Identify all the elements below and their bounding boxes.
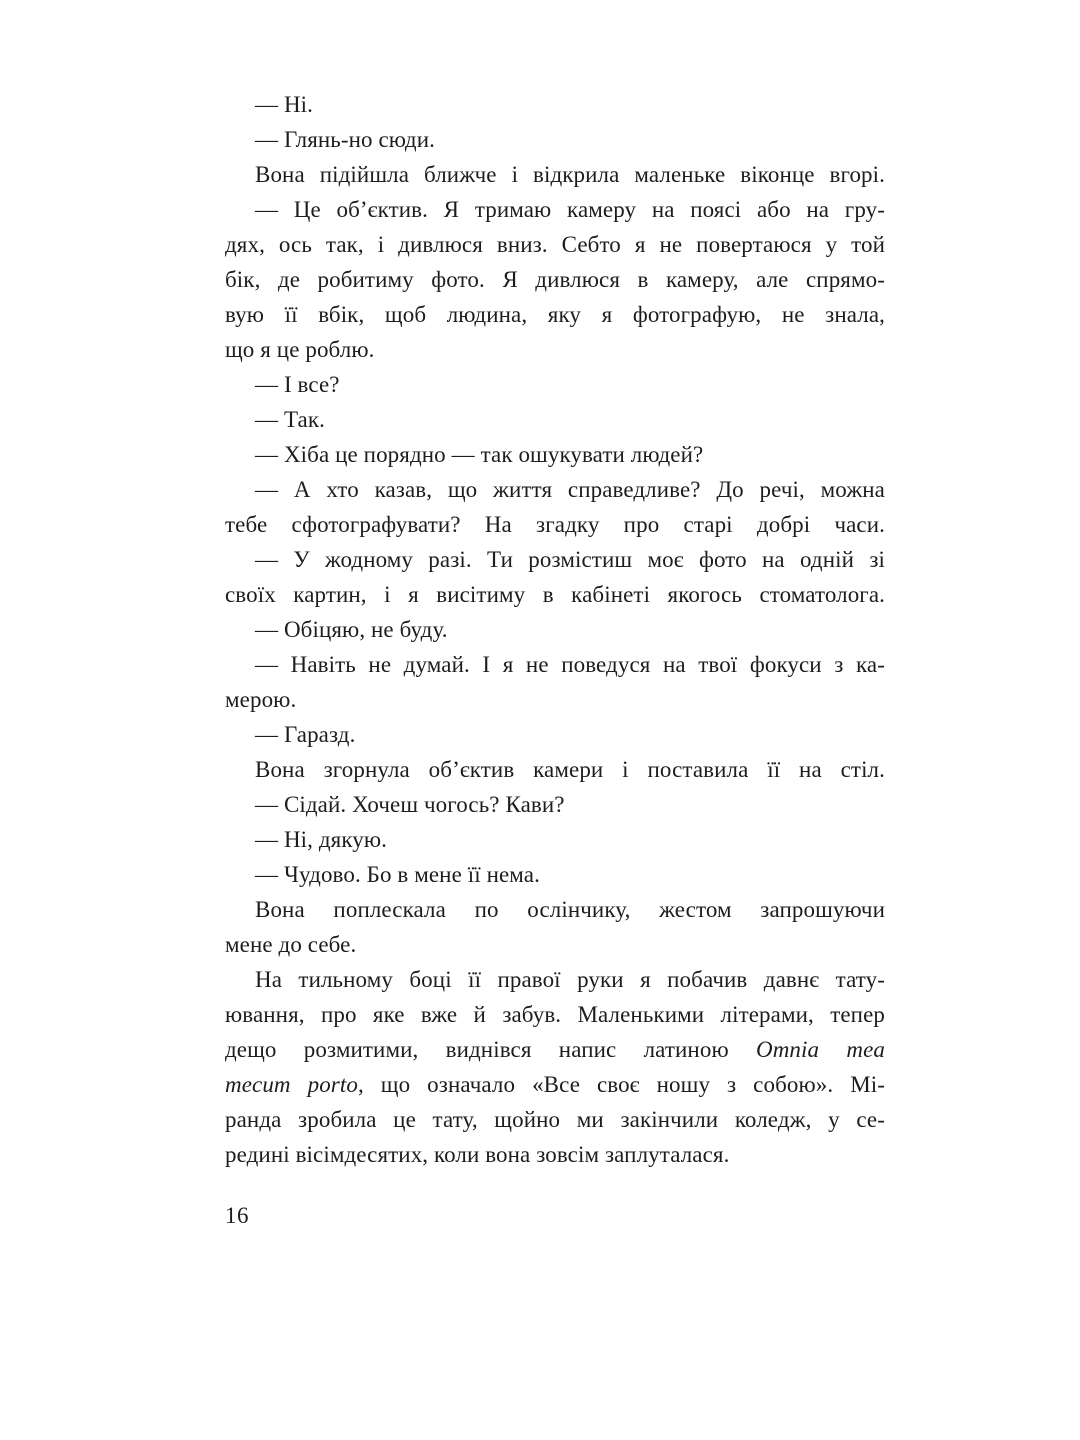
text-line [225, 297, 885, 332]
text-run: На тильному боці її правої руки я побачив давнє тату- [255, 967, 885, 992]
text-line [225, 472, 885, 507]
text-line [225, 752, 885, 787]
text-line [225, 192, 885, 227]
text-run: мерою. [225, 687, 297, 712]
text-line [225, 612, 885, 647]
text-run: ранда зробила це тату, щойно ми закінчили коледж, у се- [225, 1107, 885, 1132]
text-run: Вона підійшла ближче і відкрила маленьке віконце вгорі. [255, 162, 885, 187]
latin-phrase-italic: mecum porto [225, 1072, 358, 1097]
text-run: бік, де робитиму фото. Я дивлюся в камеру, але спрямо- [225, 267, 885, 292]
text-run: Вона поплескала по ослінчику, жестом запрошуючи [255, 897, 885, 922]
text-line [225, 262, 885, 297]
text-run: — А хто казав, що життя справедливе? До речі, можна [255, 477, 885, 502]
text-run: своїх картин, і я висітиму в кабінеті якогось стоматолога. [225, 582, 885, 607]
text-line [225, 962, 885, 997]
text-line [225, 647, 885, 682]
text-line [225, 822, 885, 857]
text-run: — Навіть не думай. І я не поведуся на твої фокуси з ка- [255, 652, 885, 677]
text-line [225, 1102, 885, 1137]
text-run: ювання, про яке вже й забув. Маленькими літерами, тепер [225, 1002, 885, 1027]
text-line [225, 437, 885, 472]
text-line [225, 892, 885, 927]
text-line [225, 997, 885, 1032]
text-run: тебе сфотографувати? На згадку про старі добрі часи. [225, 512, 885, 537]
text-run: — Це об’єктив. Я тримаю камеру на поясі або на гру- [255, 197, 885, 222]
latin-phrase-italic: Omnia mea [756, 1037, 885, 1062]
text-line [225, 857, 885, 892]
text-run: , що означало «Все своє ношу з собою». Мі- [357, 1072, 885, 1097]
text-run: вую її вбік, щоб людина, яку я фотографую, не знала, [225, 302, 885, 327]
text-run: — Ні. [255, 92, 313, 117]
text-run: редині вісімдесятих, коли вона зовсім заплуталася. [225, 1142, 730, 1167]
text-run: — Гаразд. [255, 722, 356, 747]
text-run: дещо розмитими, виднівся напис латиною [225, 1037, 756, 1062]
text-run: — Хіба це порядно — так ошукувати людей? [255, 442, 704, 467]
text-line [225, 122, 885, 157]
text-line [225, 787, 885, 822]
text-block [225, 87, 885, 1172]
text-run: Вона згорнула об’єктив камери і поставила її на стіл. [255, 757, 885, 782]
text-line [225, 577, 885, 612]
text-run: що я це роблю. [225, 337, 375, 362]
text-line [225, 682, 885, 717]
text-run: — Чудово. Бо в мене її нема. [255, 862, 540, 887]
text-run: дях, ось так, і дивлюся вниз. Себто я не повертаюся у той [225, 232, 885, 257]
text-line [225, 1137, 885, 1172]
text-line [225, 542, 885, 577]
text-line [225, 1067, 885, 1102]
text-line [225, 227, 885, 262]
text-line [225, 507, 885, 542]
text-run: — Сідай. Хочеш чогось? Кави? [255, 792, 565, 817]
text-line [225, 1032, 885, 1067]
text-line [225, 717, 885, 752]
text-run: — Глянь-но сюди. [255, 127, 435, 152]
text-run: — Обіцяю, не буду. [255, 617, 448, 642]
text-line [225, 367, 885, 402]
text-run: — І все? [255, 372, 340, 397]
text-line [225, 87, 885, 122]
text-run: — Ні, дякую. [255, 827, 388, 852]
text-line [225, 157, 885, 192]
text-line [225, 332, 885, 367]
text-line [225, 402, 885, 437]
text-line [225, 927, 885, 962]
text-run: мене до себе. [225, 932, 357, 957]
text-run: — Так. [255, 407, 325, 432]
page-number: 16 [225, 1203, 249, 1228]
text-run: — У жодному разі. Ти розмістиш моє фото на одній зі [255, 547, 885, 572]
